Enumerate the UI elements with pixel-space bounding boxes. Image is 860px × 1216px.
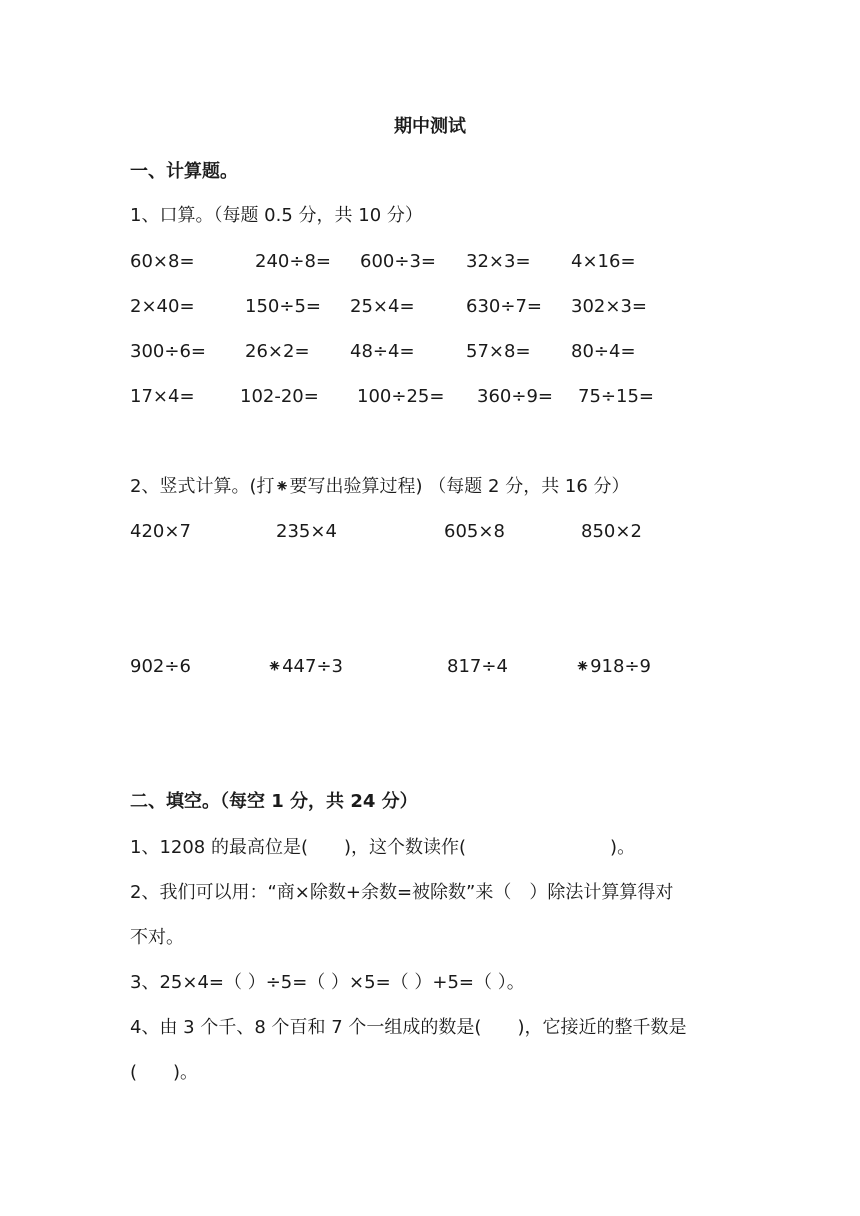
oral-calc-item: 302×3= xyxy=(571,296,647,317)
fill-blank-item: 4、由 3 个千、8 个百和 7 个一组成的数是( )，它接近的整千数是 xyxy=(130,1017,687,1038)
vertical-calc-item: 235×4 xyxy=(276,521,337,542)
fill-blank-item: 3、25×4=（ ）÷5=（ ）×5=（ ）+5=（ ）。 xyxy=(130,972,525,993)
vertical-calc-item: ⁕918÷9 xyxy=(575,656,651,677)
page-title: 期中测试 xyxy=(394,116,466,137)
vertical-calc-item: 817÷4 xyxy=(447,656,508,677)
oral-calc-item: 600÷3= xyxy=(360,251,436,272)
oral-calc-item: 75÷15= xyxy=(578,386,654,407)
oral-calc-item: 26×2= xyxy=(245,341,310,362)
oral-calc-item: 2×40= xyxy=(130,296,195,317)
oral-calc-item: 48÷4= xyxy=(350,341,415,362)
oral-calc-item: 630÷7= xyxy=(466,296,542,317)
oral-calc-item: 32×3= xyxy=(466,251,531,272)
oral-calc-item: 100÷25= xyxy=(357,386,445,407)
oral-calc-item: 300÷6= xyxy=(130,341,206,362)
oral-calc-item: 17×4= xyxy=(130,386,195,407)
vertical-calc-item: 605×8 xyxy=(444,521,505,542)
vertical-calc-item: ⁕447÷3 xyxy=(267,656,343,677)
fill-blank-item-continued: 不对。 xyxy=(130,927,184,948)
vertical-calc-item: 902÷6 xyxy=(130,656,191,677)
section-1-heading: 一、计算题。 xyxy=(130,161,238,182)
oral-calc-item: 80÷4= xyxy=(571,341,636,362)
oral-calc-item: 102-20= xyxy=(240,386,319,407)
q2-instruction: 2、竖式计算。(打⁕要写出验算过程) （每题 2 分，共 16 分） xyxy=(130,476,630,497)
q1-instruction: 1、口算。（每题 0.5 分，共 10 分） xyxy=(130,205,423,226)
oral-calc-item: 150÷5= xyxy=(245,296,321,317)
vertical-calc-item: 420×7 xyxy=(130,521,191,542)
oral-calc-item: 360÷9= xyxy=(477,386,553,407)
oral-calc-item: 240÷8= xyxy=(255,251,331,272)
fill-blank-item: 1、1208 的最高位是( )，这个数读作( )。 xyxy=(130,837,636,858)
oral-calc-item: 60×8= xyxy=(130,251,195,272)
fill-blank-item: 2、我们可以用：“商×除数+余数=被除数”来（ ）除法计算算得对 xyxy=(130,882,674,903)
oral-calc-item: 25×4= xyxy=(350,296,415,317)
oral-calc-item: 57×8= xyxy=(466,341,531,362)
vertical-calc-item: 850×2 xyxy=(581,521,642,542)
section-2-heading: 二、填空。（每空 1 分，共 24 分） xyxy=(130,791,418,812)
oral-calc-item: 4×16= xyxy=(571,251,636,272)
fill-blank-item-continued: ( )。 xyxy=(130,1062,199,1083)
